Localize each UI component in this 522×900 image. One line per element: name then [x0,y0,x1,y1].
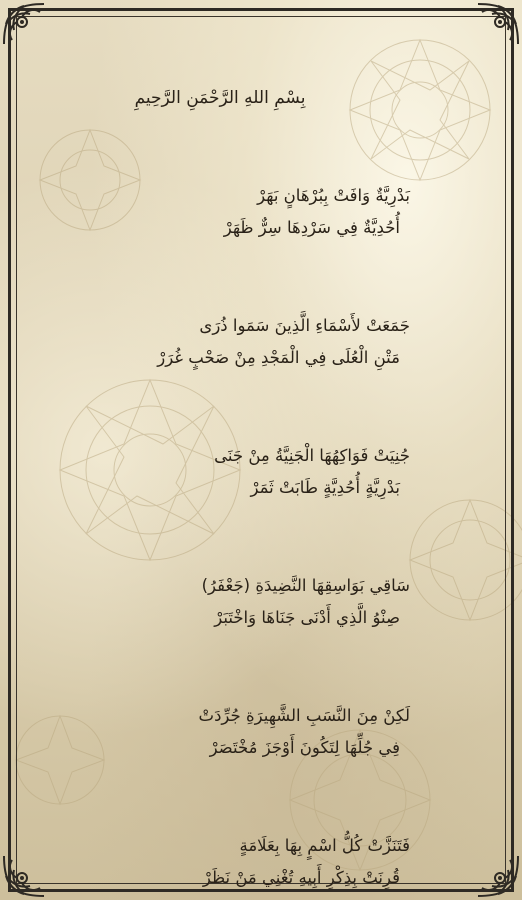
verse-line: جَمَعَتْ لأَسْمَاءِ الَّذِينَ سَمَوا ذُرَى [199,316,410,335]
poem-stanza [40,700,410,764]
poem-stanza [40,180,410,244]
corner-ornament-icon [0,0,48,48]
verse-line: فِي جُلِّهَا لِتَكُونَ أَوْجَزَ مُخْتَصَرْ [209,738,400,757]
verse-line: مَتْنِ الْعُلَى فِي الْمَجْدِ مِنْ صَحْبٍ غُرَرْ [157,348,400,367]
corner-ornament-icon [474,852,522,900]
verse-line: أُحُدِيَّةٌ فِي سَرْدِهَا سِرٌّ ظَهَرْ [223,218,400,237]
poem-stanza [40,570,410,634]
verse-line: جُنِيَتْ فَوَاكِهُهَا الْجَنِيَّةُ مِنْ جَنَى [214,446,410,465]
poem-content [40,88,410,900]
verse-line: قُرِنَتْ بِذِكْرِ أَبِيهِ تُغْنِي مَنْ نَظَرْ [202,868,400,887]
poem-stanza [40,310,410,374]
verse-line: بَدْرِيَّةٍ أُحُدِيَّةٍ طَابَتْ ثَمَرْ [250,478,400,497]
verse-line: لَكِنْ مِنَ النَّسَبِ الشَّهِيرَةِ جُرِّدَتْ [198,706,410,725]
verse-line: سَاقِي بَوَاسِقِهَا النَّضِيدَةِ (جَعْفَرُ) [201,576,410,595]
verse-line: صِنْوُ الَّذِي أَدْنَى جَنَاهَا وَاخْتَبَرْ [214,608,400,627]
basmala-title: بِسْمِ اللهِ الرَّحْمَنِ الرَّحِيمِ [134,88,306,108]
poem-stanza [40,830,410,894]
verse-line: بَدْرِيَّةٌ وَافَتْ بِبُرْهَانٍ بَهَرْ [257,186,410,205]
corner-ornament-icon [474,0,522,48]
verse-line: فَتَنَزَّتْ كُلُّ اسْمٍ بِهَا بِعَلَامَةٍ [239,836,410,855]
poem-stanza [40,440,410,504]
